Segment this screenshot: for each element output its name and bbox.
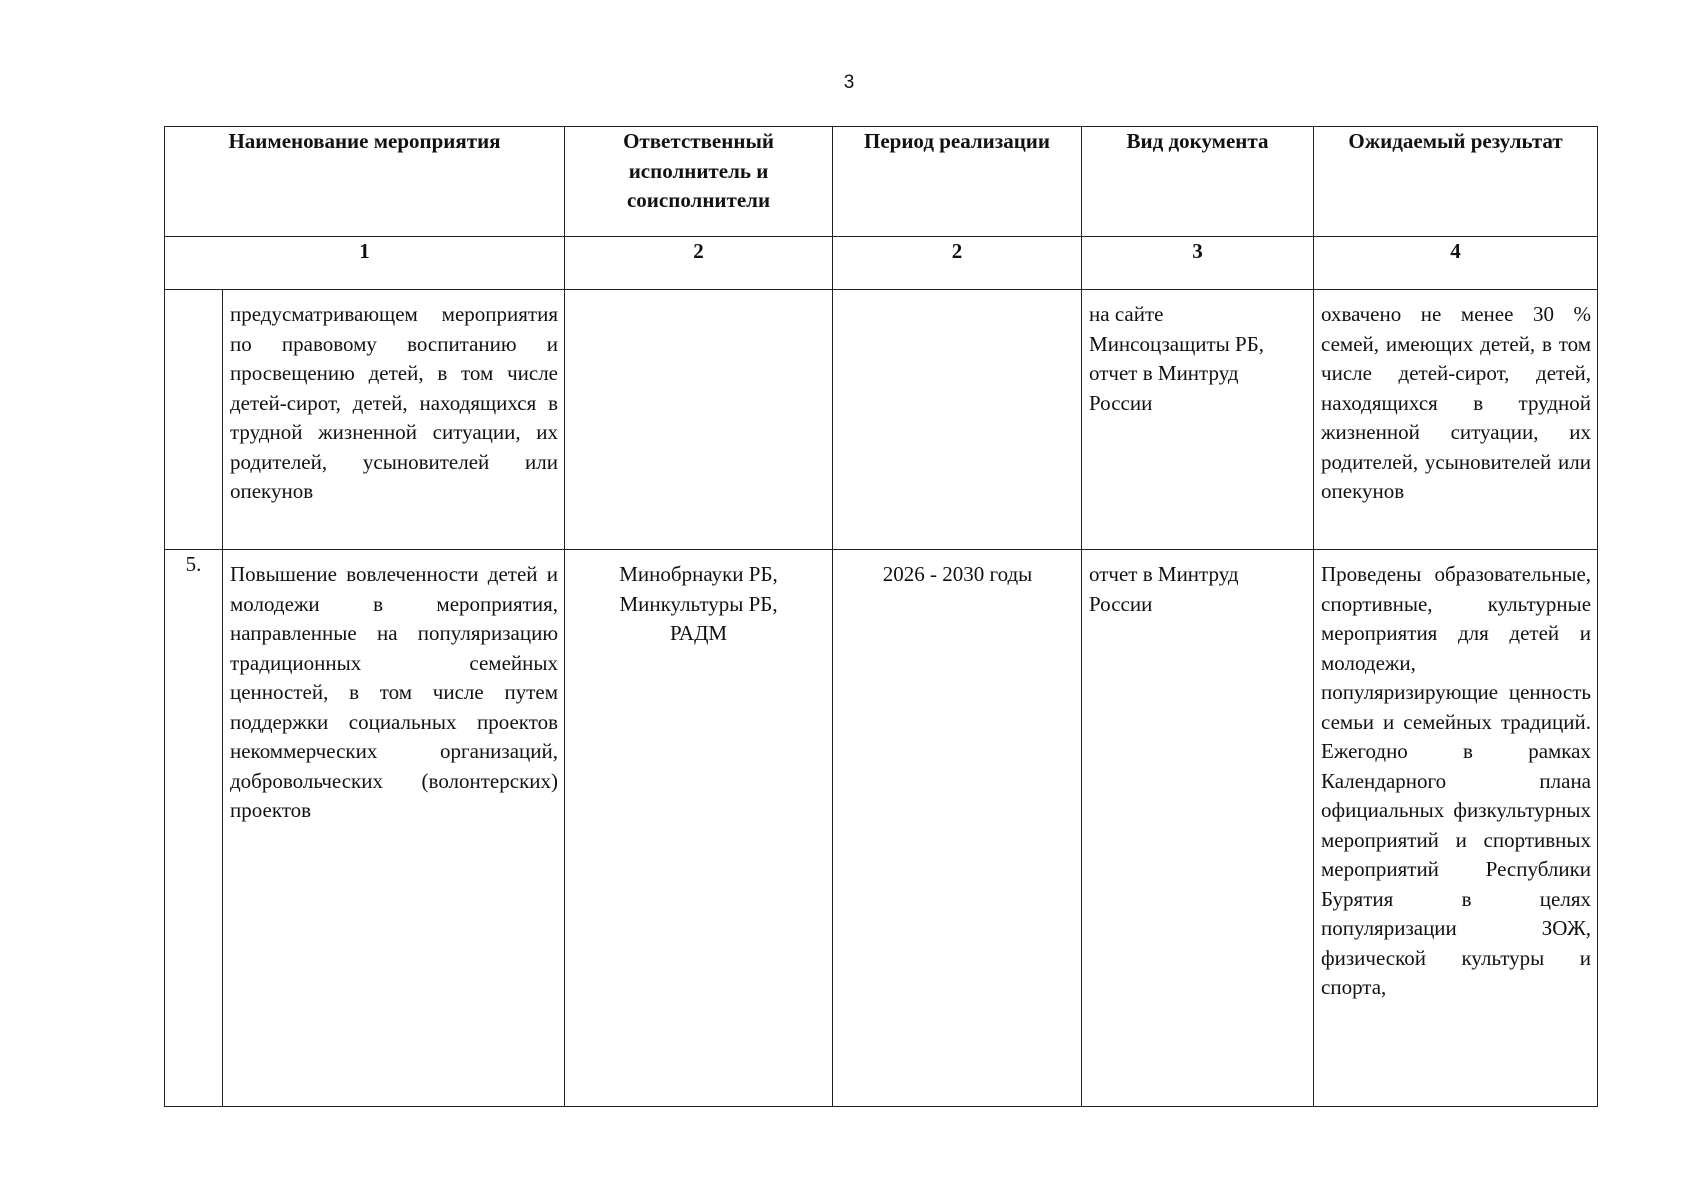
row-event-name (223, 290, 565, 550)
row-number (165, 290, 223, 550)
row-expected-result (1314, 550, 1598, 1107)
row-executors-text (565, 290, 832, 310)
column-number: 2 (565, 237, 833, 290)
column-number: 1 (165, 237, 565, 290)
header-event-name: Наименование мероприятия (165, 127, 565, 237)
header-expected-result: Ожидаемый результат (1314, 127, 1598, 237)
header-document-type: Вид документа (1082, 127, 1314, 237)
row-event-name-text: Повышение вовлеченности детей и молодежи в мероприятия, направленные на популяризацию традиционных семейных ценностей, в том числе путем поддержки социальных проектов некоммерческих организаций, добровольческих (волонтерских) проектов (230, 562, 559, 822)
column-number: 3 (1082, 237, 1314, 290)
row-event-name-text: предусматривающем мероприятия по правовому воспитанию и просвещению детей, в том числе детей-сирот, детей, находящихся в трудной жизненной ситуации, их родителей, усыновителей или опекунов (230, 302, 559, 503)
row-period-text (833, 290, 1081, 310)
header-period: Период реализации (833, 127, 1082, 237)
row-document-type (1082, 290, 1314, 550)
column-number: 2 (833, 237, 1082, 290)
row-number: 5. (165, 550, 223, 1107)
table-row (165, 550, 1598, 1107)
row-executors-text: Минобрнауки РБ, Минкультуры РБ, РАДМ (619, 562, 778, 645)
row-period (833, 290, 1082, 550)
row-executors (565, 290, 833, 550)
table-row (165, 290, 1598, 550)
row-expected-result-text: Проведены образовательные, спортивные, культурные мероприятия для детей и молодежи, популяризирующие ценность семьи и семейных традиций. Ежегодно в рамках Календарного плана официальных физкультурных мероприятий и спортивных мероприятий Республики Бурятия в целях популяризации ЗОЖ, физической культуры и спорта, (1321, 562, 1592, 999)
row-document-type (1082, 550, 1314, 1107)
row-document-type-text: на сайте Минсоцзащиты РБ, отчет в Минтруд России (1089, 302, 1265, 415)
page-number: 3 (843, 72, 855, 93)
row-expected-result (1314, 290, 1598, 550)
table-header-row (165, 127, 1598, 237)
row-document-type-text: отчет в Минтруд России (1089, 562, 1239, 616)
row-event-name (223, 550, 565, 1107)
header-executors: Ответственный исполнитель и соисполнители (565, 127, 833, 237)
row-period-text: 2026 - 2030 годы (882, 562, 1033, 586)
action-plan-table (164, 126, 1598, 1107)
row-expected-result-text: охвачено не менее 30 % семей, имеющих детей, в том числе детей-сирот, детей, находящихся в трудной жизненной ситуации, их родителей, усыновителей или опекунов (1321, 302, 1592, 503)
row-executors (565, 550, 833, 1107)
column-number-row (165, 237, 1598, 290)
row-period (833, 550, 1082, 1107)
column-number: 4 (1314, 237, 1598, 290)
